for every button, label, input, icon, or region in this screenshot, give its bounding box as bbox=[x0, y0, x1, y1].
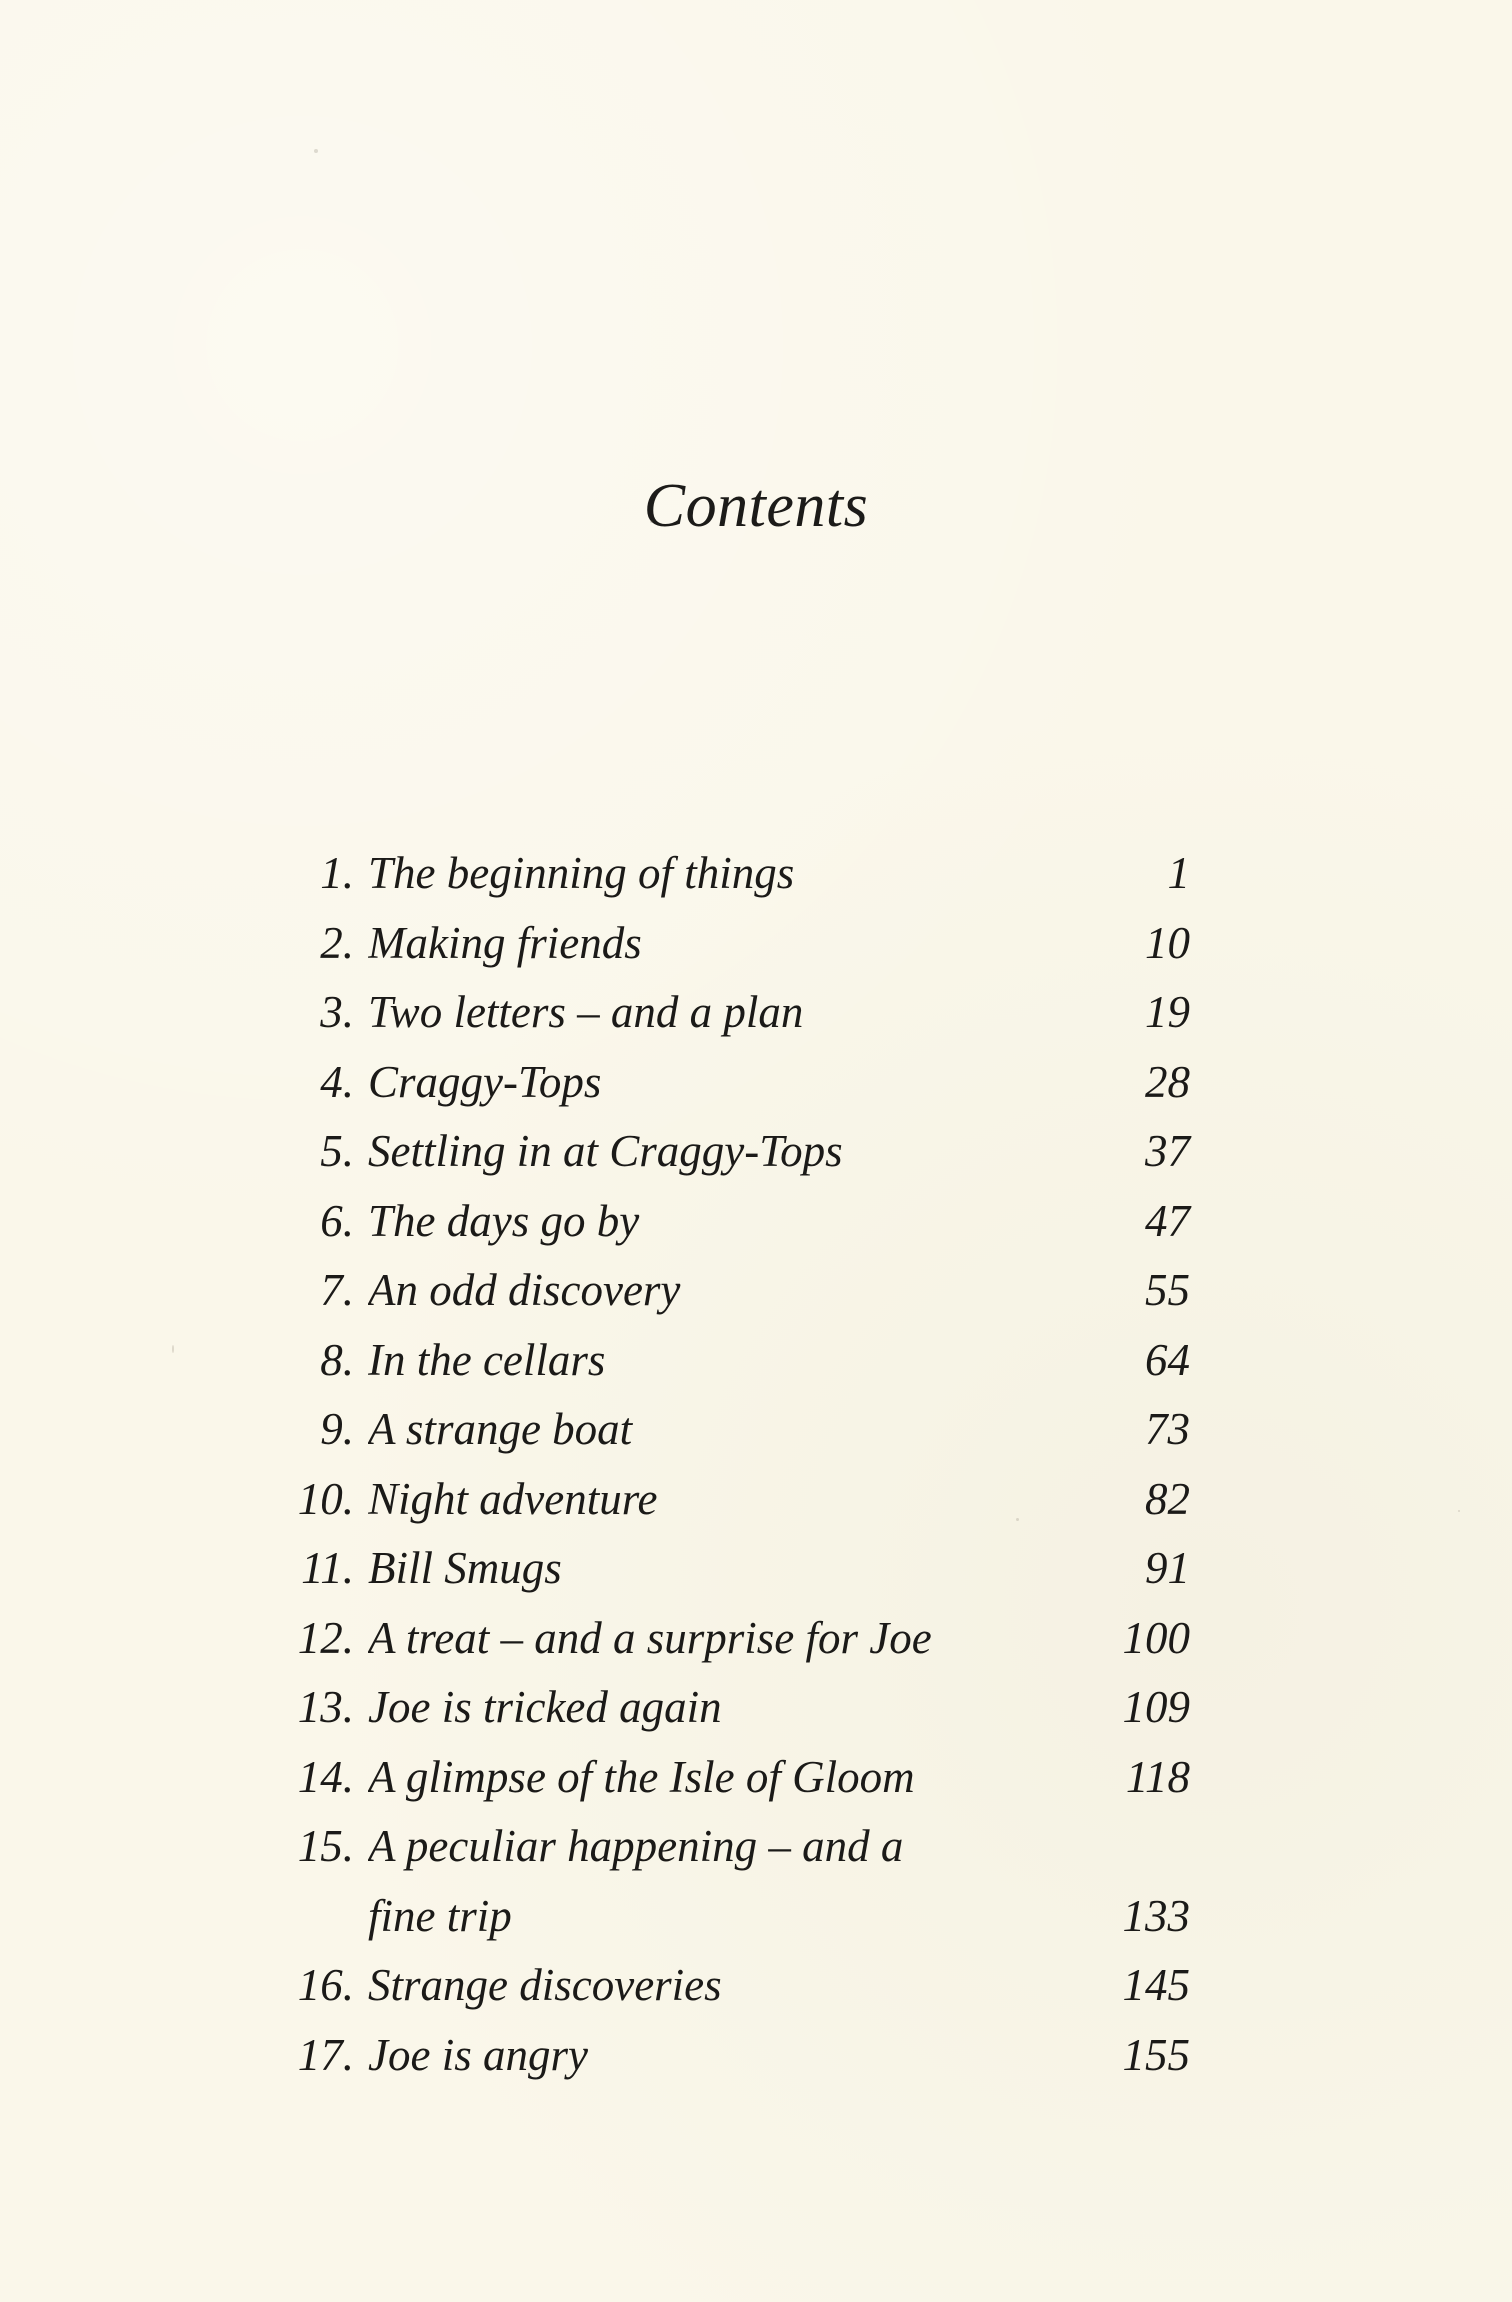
chapter-title: Settling in at Craggy-Tops bbox=[368, 1126, 843, 1176]
paper-speck bbox=[650, 520, 653, 523]
page-number: 19 bbox=[1145, 987, 1190, 1037]
chapter-title: Joe is tricked again bbox=[368, 1682, 722, 1732]
chapter-title: A peculiar happening – and a bbox=[368, 1821, 904, 1871]
toc-row-5 bbox=[240, 1125, 1200, 1195]
chapter-number: 5. bbox=[320, 1126, 354, 1176]
chapter-number: 16. bbox=[297, 1960, 354, 2010]
toc-row-10 bbox=[240, 1473, 1200, 1543]
chapter-title: An odd discovery bbox=[368, 1265, 681, 1315]
page-number: 109 bbox=[1122, 1682, 1190, 1732]
chapter-number: 2. bbox=[320, 917, 354, 968]
chapter-number: 13. bbox=[297, 1682, 354, 1732]
chapter-number: 1. bbox=[320, 848, 354, 898]
page-number: 1 bbox=[1167, 848, 1190, 898]
page-number: 82 bbox=[1145, 1473, 1190, 1524]
toc-row-16 bbox=[240, 1959, 1200, 2029]
toc-row-2 bbox=[240, 917, 1200, 987]
toc-row-17 bbox=[240, 2029, 1200, 2099]
chapter-number: 12. bbox=[297, 1612, 354, 1663]
paper-speck bbox=[314, 149, 318, 153]
chapter-title: fine trip bbox=[368, 1890, 512, 1941]
chapter-title: A strange boat bbox=[368, 1404, 633, 1454]
page-number: 145 bbox=[1122, 1960, 1190, 2010]
chapter-title: Joe is angry bbox=[368, 2029, 588, 2080]
page-number: 73 bbox=[1145, 1404, 1190, 1454]
page-number: 37 bbox=[1145, 1126, 1190, 1176]
chapter-title: The days go by bbox=[368, 1195, 640, 1246]
page-number: 47 bbox=[1145, 1195, 1190, 1246]
chapter-title: Two letters – and a plan bbox=[368, 987, 804, 1037]
chapter-title: A glimpse of the Isle of Gloom bbox=[368, 1751, 915, 1802]
page-title: Contents bbox=[643, 472, 869, 540]
paper-speck bbox=[1458, 1510, 1460, 1512]
toc-row-4 bbox=[240, 1056, 1200, 1126]
toc-row-3 bbox=[240, 986, 1200, 1056]
toc-row-15 bbox=[240, 1820, 1200, 1890]
toc-row-13 bbox=[240, 1681, 1200, 1751]
page-number: 91 bbox=[1145, 1543, 1190, 1593]
toc-row-8 bbox=[240, 1334, 1200, 1404]
chapter-number: 4. bbox=[320, 1056, 354, 1107]
toc-row-7 bbox=[240, 1264, 1200, 1334]
chapter-number: 3. bbox=[320, 987, 354, 1037]
chapter-number: 9. bbox=[320, 1404, 354, 1454]
toc-row-11 bbox=[240, 1542, 1200, 1612]
chapter-title: Craggy-Tops bbox=[368, 1056, 602, 1107]
page-number: 55 bbox=[1145, 1265, 1190, 1315]
chapter-title: In the cellars bbox=[368, 1334, 606, 1385]
toc-row-14 bbox=[240, 1751, 1200, 1821]
chapter-number: 11. bbox=[301, 1543, 354, 1593]
chapter-number: 15. bbox=[297, 1821, 354, 1871]
chapter-title: Bill Smugs bbox=[368, 1543, 562, 1593]
page-number: 64 bbox=[1145, 1334, 1190, 1385]
chapter-title: Making friends bbox=[368, 917, 642, 968]
chapter-title: A treat – and a surprise for Joe bbox=[368, 1612, 932, 1663]
paper-speck bbox=[172, 1345, 174, 1353]
chapter-title: The beginning of things bbox=[368, 848, 795, 898]
table-of-contents bbox=[240, 847, 1200, 2098]
chapter-number: 7. bbox=[320, 1265, 354, 1315]
toc-row-15-continued bbox=[240, 1890, 1200, 1960]
page-number: 133 bbox=[1122, 1890, 1190, 1941]
page-number: 10 bbox=[1145, 917, 1190, 968]
chapter-title: Night adventure bbox=[368, 1473, 658, 1524]
page-number: 100 bbox=[1122, 1612, 1190, 1663]
paper-speck bbox=[1016, 1518, 1019, 1521]
chapter-number: 6. bbox=[320, 1195, 354, 1246]
toc-row-12 bbox=[240, 1612, 1200, 1682]
toc-row-1 bbox=[240, 847, 1200, 917]
chapter-title: Strange discoveries bbox=[368, 1960, 722, 2010]
chapter-number: 10. bbox=[297, 1473, 354, 1524]
chapter-number: 17. bbox=[297, 2029, 354, 2080]
toc-row-9 bbox=[240, 1403, 1200, 1473]
chapter-number: 8. bbox=[320, 1334, 354, 1385]
page-number: 28 bbox=[1145, 1056, 1190, 1107]
page-number: 155 bbox=[1122, 2029, 1190, 2080]
chapter-number: 14. bbox=[297, 1751, 354, 1802]
toc-row-6 bbox=[240, 1195, 1200, 1265]
page-number: 118 bbox=[1125, 1751, 1190, 1802]
